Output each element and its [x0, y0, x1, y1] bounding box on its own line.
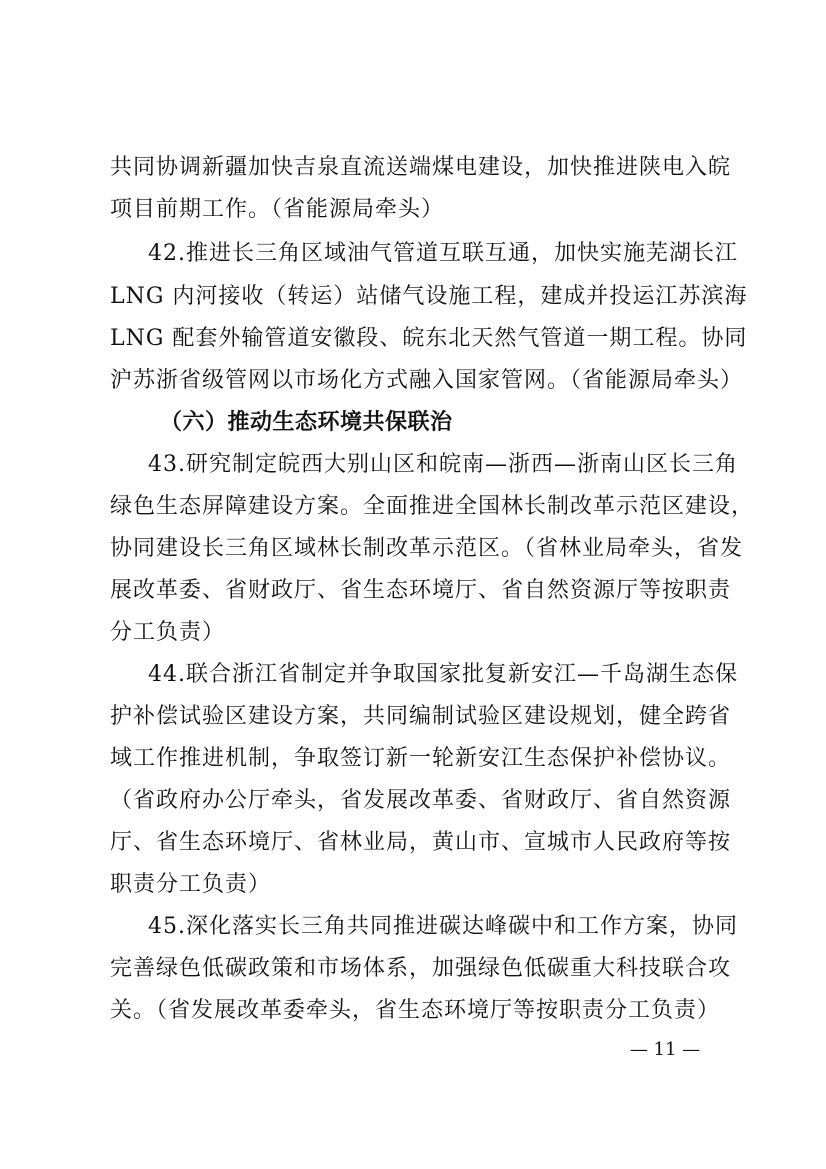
text-line: 完善绿色低碳政策和市场体系，加强绿色低碳重大科技联合攻	[110, 956, 732, 981]
text-line: 绿色生态屏障建设方案。全面推进全国林长制改革示范区建设，	[110, 494, 755, 519]
text-line: 职责分工负责）	[110, 872, 272, 897]
text-line: 项目前期工作。（省能源局牵头）	[110, 197, 445, 222]
text-line: 共同协调新疆加快吉泉直流送端煤电建设，加快推进陕电入皖	[110, 155, 732, 180]
section-heading: （六）推动生态环境共保联治	[160, 410, 453, 435]
text-line: LNG 配套外输管道安徽段、皖东北天然气管道一期工程。协同	[110, 326, 748, 351]
text-line: 协同建设长三角区域林长制改革示范区。（省林业局牵头，省发	[110, 536, 744, 561]
text-line: 域工作推进机制，争取签订新一轮新安江生态保护补偿协议。	[110, 746, 732, 771]
text-line: 厅、省生态环境厅、省林业局，黄山市、宣城市人民政府等按	[110, 830, 732, 855]
text-line: 展改革委、省财政厅、省生态环境厅、省自然资源厅等按职责	[110, 578, 732, 603]
text-line: 分工负责）	[110, 620, 226, 645]
text-line: 关。（省发展改革委牵头，省生态环境厅等按职责分工负责）	[110, 998, 721, 1023]
paragraph-45-start: 45.深化落实长三角共同推进碳达峰碳中和工作方案，协同	[148, 914, 738, 939]
text-line: （省政府办公厅牵头，省发展改革委、省财政厅、省自然资源	[110, 788, 732, 813]
text-line: LNG 内河接收（转运）站储气设施工程，建成并投运江苏滨海	[110, 284, 748, 309]
paragraph-44-start: 44.联合浙江省制定并争取国家批复新安江—千岛湖生态保	[148, 662, 738, 687]
page-number: — 11 —	[629, 1039, 701, 1060]
paragraph-42-start: 42.推进长三角区域油气管道互联互通，加快实施芜湖长江	[148, 241, 738, 266]
paragraph-43-start: 43.研究制定皖西大别山区和皖南—浙西—浙南山区长三角	[148, 452, 738, 477]
text-line: 护补偿试验区建设方案，共同编制试验区建设规划，健全跨省	[110, 704, 732, 729]
text-line: 沪苏浙省级管网以市场化方式融入国家管网。（省能源局牵头）	[110, 368, 744, 393]
